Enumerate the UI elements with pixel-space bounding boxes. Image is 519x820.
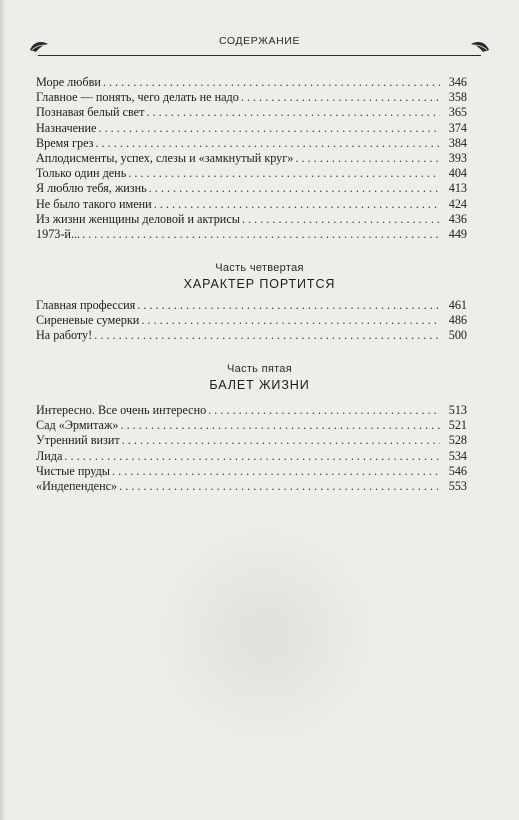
toc-entry-page: 404 [448, 166, 467, 181]
toc-entry-title: Назначение [36, 120, 97, 135]
toc-entry[interactable] [36, 328, 467, 343]
dot-leader [141, 313, 440, 328]
dot-leader [98, 121, 440, 136]
toc-entry-title: Из жизни женщины деловой и актрисы [36, 211, 240, 226]
toc-entry[interactable] [36, 181, 467, 196]
dot-leader [128, 166, 440, 181]
toc-entry-page: 393 [448, 150, 467, 165]
dot-leader [95, 136, 440, 151]
leaf-ornament-icon [469, 38, 491, 54]
toc-entry-page: 546 [448, 463, 467, 478]
toc-entry-page: 384 [448, 135, 467, 150]
toc-entry[interactable] [36, 298, 467, 313]
toc-entry-page: 534 [448, 448, 467, 463]
toc-part-5 [36, 403, 467, 494]
header-title: СОДЕРЖАНИЕ [218, 35, 301, 47]
toc-entry[interactable] [36, 464, 467, 479]
toc-entry-title: Утренний визит [36, 433, 120, 448]
toc-entry-title: Я люблю тебя, жизнь [36, 181, 147, 196]
toc-entry-title: Главная профессия [36, 298, 136, 312]
toc-entry-title: На работу! [36, 328, 93, 343]
toc-entry-page: 486 [448, 313, 467, 328]
toc-entry-page: 436 [448, 211, 467, 226]
toc-entry-page: 553 [448, 478, 467, 493]
toc-entry-page: 461 [448, 298, 467, 312]
toc-entry[interactable] [36, 121, 467, 136]
toc-entry[interactable] [36, 449, 467, 464]
part-label: Часть четвертая [215, 262, 304, 274]
toc-section-1 [36, 75, 467, 242]
part-title: ХАРАКТЕР ПОРТИТСЯ [183, 277, 336, 291]
part-label: Часть пятая [227, 363, 292, 375]
dot-leader [120, 418, 440, 433]
toc-entry-title: «Индепенденс» [36, 478, 118, 493]
toc-entry[interactable] [36, 418, 467, 433]
dot-leader [149, 181, 440, 196]
dot-leader [208, 403, 440, 418]
dot-leader [112, 464, 440, 479]
toc-entry-page: 528 [448, 433, 467, 448]
toc-entry-page: 449 [448, 226, 467, 241]
toc-entry-title: Не было такого имени [36, 196, 152, 211]
toc-entry-page: 500 [448, 328, 467, 343]
toc-entry[interactable] [36, 105, 467, 120]
dot-leader [119, 479, 440, 494]
toc-entry[interactable] [36, 433, 467, 448]
part-title: БАЛЕТ ЖИЗНИ [209, 378, 310, 392]
toc-entry-title: Главное — понять, чего делать не надо [36, 90, 239, 105]
toc-entry-page: 358 [448, 90, 467, 105]
toc-entry[interactable] [36, 166, 467, 181]
toc-entry-page: 346 [448, 75, 467, 89]
toc-entry-title: 1973-й... [36, 226, 81, 241]
part-5-heading [0, 363, 519, 392]
toc-entry-title: Сиреневые сумерки [36, 313, 140, 328]
toc-entry-page: 521 [448, 418, 467, 433]
toc-entry-title: Аплодисменты, успех, слезы и «замкнутый круг» [36, 150, 294, 165]
dot-leader [82, 227, 440, 242]
toc-entry-page: 424 [448, 196, 467, 211]
part-4-heading [0, 262, 519, 291]
paper-show-through [150, 520, 380, 750]
toc-entry[interactable] [36, 151, 467, 166]
toc-entry-page: 513 [448, 403, 467, 417]
toc-entry-page: 365 [448, 105, 467, 120]
toc-part-4 [36, 298, 467, 344]
dot-leader [103, 75, 440, 90]
toc-entry-title: Познавая белый свет [36, 105, 145, 120]
dot-leader [122, 433, 440, 448]
dot-leader [94, 328, 440, 343]
toc-entry-title: Чистые пруды [36, 463, 110, 478]
toc-entry[interactable] [36, 136, 467, 151]
toc-entry-title: Море любви [36, 75, 101, 89]
header-rule [38, 55, 481, 56]
toc-entry[interactable] [36, 212, 467, 227]
dot-leader [64, 449, 440, 464]
dot-leader [295, 151, 440, 166]
dot-leader [154, 197, 440, 212]
toc-entry[interactable] [36, 403, 467, 418]
toc-entry[interactable] [36, 227, 467, 242]
toc-entry-title: Только один день [36, 166, 127, 181]
toc-entry[interactable] [36, 479, 467, 494]
toc-entry-title: Сад «Эрмитаж» [36, 418, 119, 433]
dot-leader [137, 298, 440, 313]
toc-entry[interactable] [36, 75, 467, 90]
toc-entry[interactable] [36, 90, 467, 105]
dot-leader [241, 90, 440, 105]
toc-entry-title: Интересно. Все очень интересно [36, 403, 207, 417]
toc-entry-title: Время грез [36, 135, 94, 150]
toc-entry[interactable] [36, 197, 467, 212]
toc-entry-title: Лида [36, 448, 63, 463]
running-header [22, 34, 497, 56]
dot-leader [242, 212, 440, 227]
toc-entry[interactable] [36, 313, 467, 328]
toc-entry-page: 374 [448, 120, 467, 135]
toc-entry-page: 413 [448, 181, 467, 196]
dot-leader [146, 105, 440, 120]
